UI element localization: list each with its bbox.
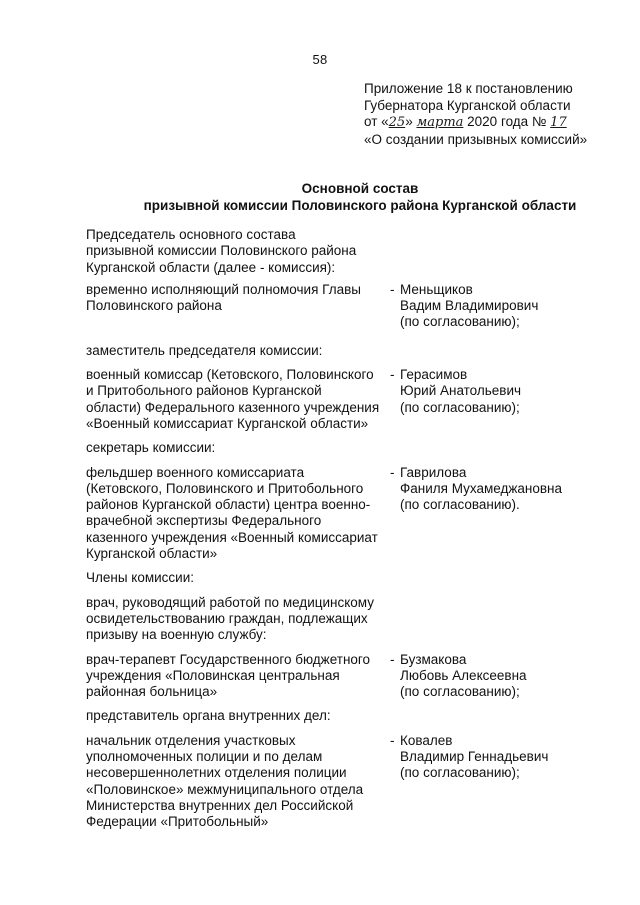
position-line: области) Федерального казенного учреждения [86,399,380,415]
person-surname: Ковалев [400,732,453,748]
appendix-year: 2020 года № [463,114,547,129]
person-note: (по согласованию). [400,497,520,513]
commission-list [86,227,586,831]
doctor-heading-line: врач, руководящий работой по медицинскому [86,594,374,610]
police-position [86,733,390,831]
position-line: начальник отделения участковых [86,732,296,748]
appendix-line-3 [364,114,614,132]
position-line: Министерства внутренних дел Российской [86,797,354,813]
dash: - [390,367,395,383]
appendix-date-prefix: от « [364,114,389,129]
police-heading: представитель органа внутренних дел: [86,708,331,724]
doctor-heading-line: освидетельствованию граждан, подлежащих [86,610,368,626]
doctor-heading-line: призыву на военную службу: [86,627,267,643]
secretary-person-block [390,465,586,514]
position-line: районов Курганской области) центра военно- [86,497,371,513]
person-note: (по согласованию); [400,399,520,415]
chairman-position [86,282,390,315]
police-person [400,733,586,782]
police-entry [86,733,586,831]
person-note: (по согласованию); [400,765,520,781]
therapist-person [400,652,586,701]
deputy-position [86,367,390,432]
chairman-heading-line: Курганской области (далее - комиссия): [86,259,336,275]
position-line: фельдшер военного комиссариата [86,464,305,480]
person-name: Владимир Геннадьевич [400,749,549,765]
dash: - [390,281,395,297]
secretary-position [86,465,390,563]
position-line: Курганской области» [86,546,218,562]
deputy-heading: заместитель председателя комиссии: [86,342,323,358]
dash: - [390,732,395,748]
dash: - [390,464,395,480]
chairman-heading-line: призывной комиссии Половинского района [86,243,357,259]
handwritten-month: марта [416,115,464,130]
deputy-person [400,367,586,416]
person-name: Любовь Алексеевна [400,667,527,683]
appendix-block [364,81,614,148]
person-note: (по согласованию); [400,684,520,700]
chairman-heading [86,227,586,276]
chairman-entry [86,282,586,331]
deputy-person-block [390,367,586,416]
document-title [100,180,620,214]
chairman-heading-line: Председатель основного состава [86,227,296,242]
chairman-person-block [390,282,586,331]
position-line: Федерации «Притобольный» [86,814,269,830]
position-line: Половинского района [86,298,222,314]
secretary-heading: секретарь комиссии: [86,440,216,456]
position-line: (Кетовского, Половинского и Притобольного [86,480,364,496]
handwritten-number: 17 [550,115,567,130]
person-surname: Бузмакова [400,651,467,667]
position-line: и Притобольного районов Курганской [86,383,322,399]
therapist-person-block [390,652,586,701]
secretary-person [400,465,586,514]
members-heading: Члены комиссии: [86,570,195,586]
person-name: Фаниля Мухамеджановна [400,480,562,496]
handwritten-day: 25 [388,115,406,130]
person-note: (по согласованию); [400,314,520,330]
person-name: Юрий Анатольевич [400,383,522,399]
position-line: районная больница» [86,684,218,700]
police-person-block [390,733,586,782]
position-line: учреждения «Половинская центральная [86,667,340,683]
appendix-line-1: Приложение 18 к постановлению [364,81,573,96]
position-line: «Военный комиссариат Курганской области» [86,415,369,431]
title-line-2: призывной комиссии Половинского района Курганской области [143,198,577,213]
position-line: несовершеннолетних отделения полиции [86,765,347,781]
position-line: врачебной экспертизы Федерального [86,513,322,529]
page-number: 58 [312,52,328,67]
person-surname: Меньщиков [400,281,473,297]
person-surname: Гаврилова [400,464,467,480]
position-line: военный комиссар (Кетовского, Половинского [86,367,374,383]
doctor-heading [86,595,586,644]
person-surname: Герасимов [400,367,468,383]
appendix-line-4: «О создании призывных комиссий» [364,131,588,147]
chairman-person [400,282,586,331]
position-line: «Половинское» межмуниципального отдела [86,781,364,797]
position-line: временно исполняющий полномочия Главы [86,281,361,297]
therapist-entry [86,652,586,701]
therapist-position [86,652,390,701]
secretary-entry [86,465,586,563]
position-line: казенного учреждения «Военный комиссариат [86,529,378,545]
title-line-1: Основной состав [301,181,419,196]
appendix-date-mid: » [405,114,417,129]
appendix-line-2: Губернатора Курганской области [364,97,571,113]
position-line: уполномоченных полиции и по делам [86,749,323,765]
position-line: врач-терапевт Государственного бюджетного [86,651,371,667]
person-name: Вадим Владимирович [400,298,539,314]
deputy-entry [86,367,586,432]
dash: - [390,651,395,667]
